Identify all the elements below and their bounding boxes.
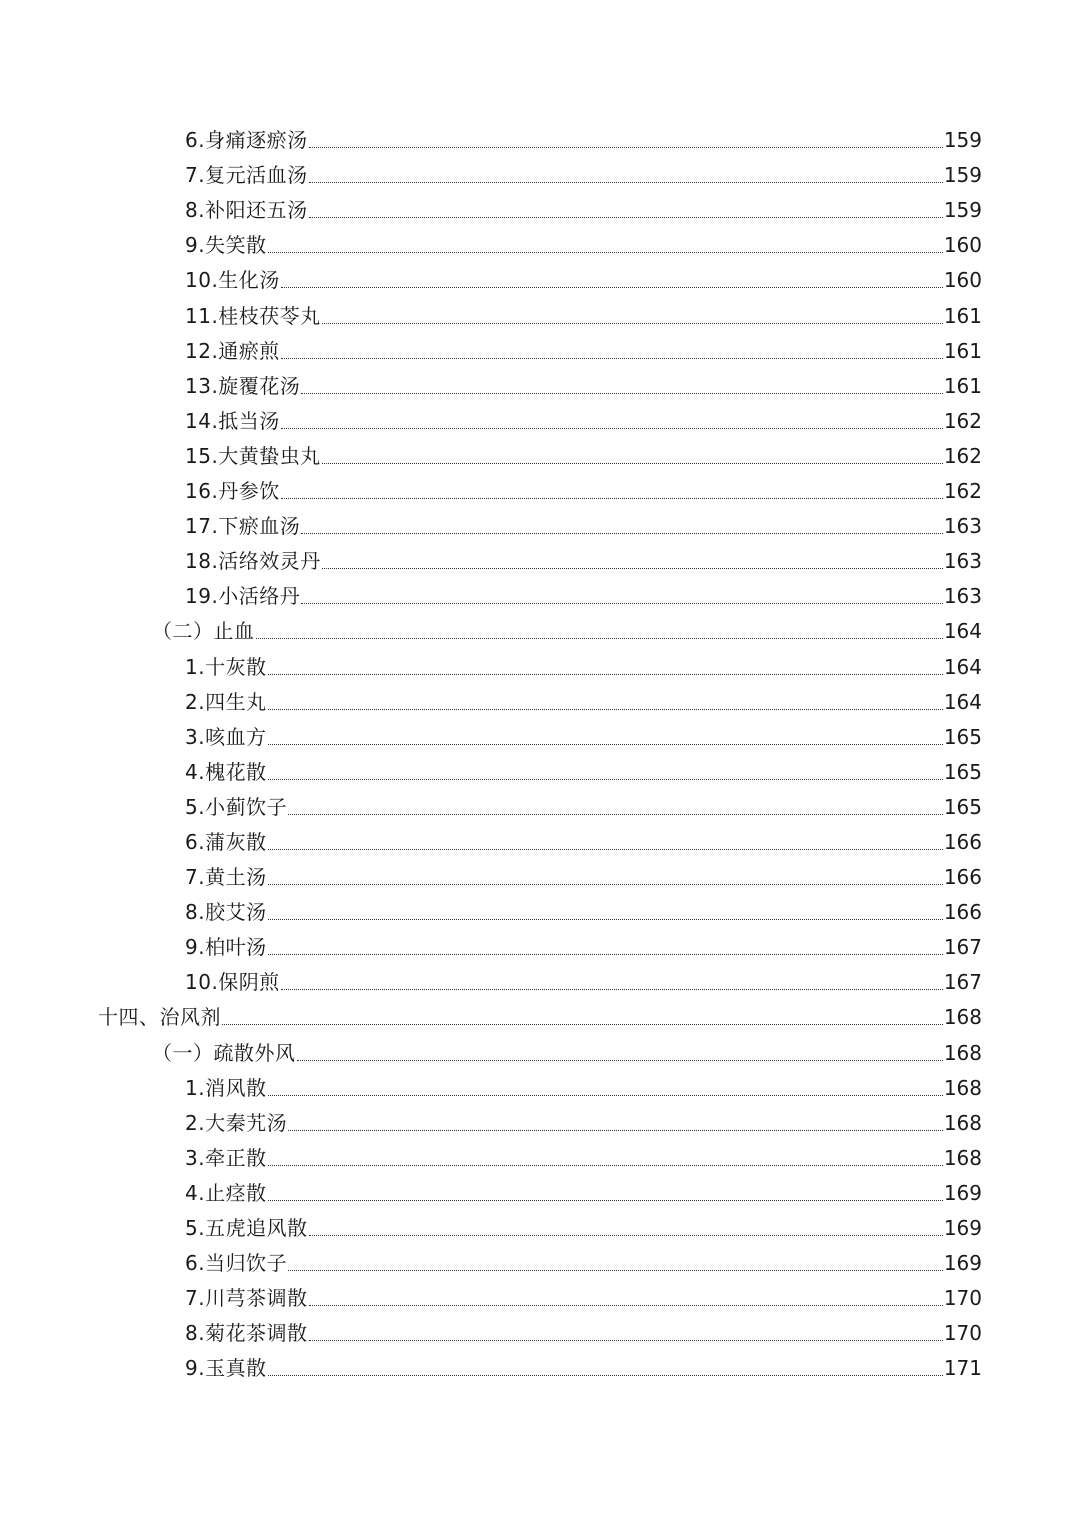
toc-page-number: 163 [943,514,982,539]
dot-leader [322,463,943,464]
dot-leader [281,428,943,429]
dot-leader [268,1200,943,1201]
toc-page-number: 169 [943,1180,982,1205]
toc-page-number: 169 [943,1216,982,1240]
toc-entry[interactable] [0,862,1080,897]
toc-page-number: 166 [943,900,982,925]
toc-page-number: 163 [943,584,982,609]
dot-leader [268,1095,943,1096]
toc-entry[interactable] [0,511,1080,546]
dot-leader [309,147,943,148]
dot-leader [301,603,943,604]
dot-leader [268,954,943,955]
toc-entry-title: 6.蒲灰散 [185,829,267,854]
toc-chapter-entry[interactable] [0,1002,1080,1037]
toc-section-entry[interactable] [0,616,1080,651]
toc-entry-title: 19.小活络丹 [185,584,301,609]
dot-leader [268,674,943,675]
toc-page-number: 164 [943,619,982,644]
toc-section-entry[interactable] [0,1037,1080,1072]
dot-leader [288,1270,943,1271]
toc-entry-title: 9.失笑散 [185,233,267,258]
toc-entry-title: 7.川芎茶调散 [185,1286,308,1311]
toc-entry-title: 3.牵正散 [185,1145,267,1170]
dot-leader [268,744,943,745]
toc-page-number: 162 [943,443,982,468]
dot-leader [309,1305,943,1306]
toc-page-number: 166 [943,829,982,854]
toc-entry-title: 14.抵当汤 [185,408,280,433]
toc-entry[interactable] [0,546,1080,581]
toc-entry[interactable] [0,441,1080,476]
toc-entry-title: 11.桂枝茯苓丸 [185,303,321,328]
dot-leader [301,393,943,394]
toc-entry-title: 13.旋覆花汤 [185,373,301,398]
dot-leader [268,709,943,710]
toc-page-number: 168 [943,1145,982,1170]
toc-entry-title: 18.活络效灵丹 [185,549,321,574]
dot-leader [297,1060,943,1061]
dot-leader [222,1024,943,1025]
dot-leader [309,1235,943,1236]
toc-page-number: 159 [943,128,982,153]
toc-entry[interactable] [0,1248,1080,1283]
toc-page-number: 161 [943,338,982,363]
toc-entry-title: 3.咳血方 [185,724,267,749]
toc-entry[interactable] [0,195,1080,230]
toc-entry-title: 6.当归饮子 [185,1251,288,1276]
toc-entry[interactable] [0,1318,1080,1353]
toc-entry[interactable] [0,792,1080,827]
toc-page-number: 163 [943,549,982,574]
toc-entry[interactable] [0,1073,1080,1108]
table-of-contents [0,125,1080,1388]
toc-entry[interactable] [0,757,1080,792]
dot-leader [309,1340,943,1341]
toc-entry-title: 1.消风散 [185,1075,267,1100]
toc-entry-title: 16.丹参饮 [185,479,280,504]
dot-leader [288,814,943,815]
toc-entry[interactable] [0,722,1080,757]
dot-leader [281,498,943,499]
toc-entry-title: 10.生化汤 [185,268,280,293]
toc-entry[interactable] [0,687,1080,722]
toc-entry[interactable] [0,967,1080,1002]
toc-entry-title: 9.柏叶汤 [185,935,267,960]
toc-entry[interactable] [0,371,1080,406]
dot-leader [268,919,943,920]
toc-entry[interactable] [0,1178,1080,1213]
toc-entry[interactable] [0,1353,1080,1388]
dot-leader [268,252,943,253]
toc-entry[interactable] [0,1283,1080,1318]
toc-entry-title: 5.五虎追风散 [185,1216,308,1240]
toc-entry[interactable] [0,476,1080,511]
toc-page-number: 165 [943,794,982,819]
toc-entry-title: 8.菊花茶调散 [185,1321,308,1346]
toc-entry[interactable] [0,300,1080,335]
toc-entry-title: 4.槐花散 [185,759,267,784]
toc-entry-title: 9.玉真散 [185,1356,267,1381]
toc-page-number: 168 [943,1005,982,1030]
toc-page-number: 165 [943,724,982,749]
toc-entry-title: 2.四生丸 [185,689,267,714]
toc-entry-title: 17.下瘀血汤 [185,514,301,539]
toc-page-number: 170 [943,1286,982,1311]
dot-leader [281,358,943,359]
dot-leader [322,323,943,324]
dot-leader [309,217,943,218]
toc-entry-title: （一）疏散外风 [152,1040,296,1065]
toc-entry-title: 1.十灰散 [185,654,267,679]
dot-leader [322,568,943,569]
dot-leader [301,533,943,534]
toc-entry-title: （二）止血 [152,619,255,644]
dot-leader [268,884,943,885]
dot-leader [281,287,943,288]
toc-entry[interactable] [0,897,1080,932]
toc-entry-title: 5.小蓟饮子 [185,794,288,819]
toc-page-number: 165 [943,759,982,784]
toc-entry-title: 7.黄土汤 [185,865,267,890]
dot-leader [268,849,943,850]
toc-page-number: 170 [943,1321,982,1346]
dot-leader [288,1130,943,1131]
toc-page-number: 168 [943,1075,982,1100]
toc-entry-title: 12.通瘀煎 [185,338,280,363]
dot-leader [309,182,943,183]
toc-entry-title: 8.胶艾汤 [185,900,267,925]
toc-entry-title: 8.补阳还五汤 [185,198,308,223]
toc-page-number: 166 [943,865,982,890]
dot-leader [268,1165,943,1166]
dot-leader [281,989,943,990]
dot-leader [256,638,943,639]
toc-page-number: 167 [943,935,982,960]
toc-entry[interactable] [0,265,1080,300]
toc-page-number: 162 [943,408,982,433]
toc-page-number: 161 [943,373,982,398]
toc-entry[interactable] [0,406,1080,441]
toc-page-number: 164 [943,689,982,714]
toc-entry-title: 6.身痛逐瘀汤 [185,128,308,153]
toc-entry[interactable] [0,336,1080,371]
toc-entry[interactable] [0,1143,1080,1178]
toc-entry[interactable] [0,581,1080,616]
toc-entry-title: 15.大黄蛰虫丸 [185,443,321,468]
toc-page-number: 167 [943,970,982,995]
toc-entry[interactable] [0,651,1080,686]
toc-page-number: 160 [943,268,982,293]
toc-entry-title: 十四、治风剂 [98,1005,221,1030]
toc-entry[interactable] [0,932,1080,967]
dot-leader [268,779,943,780]
toc-page-number: 160 [943,233,982,258]
toc-page-number: 168 [943,1110,982,1135]
toc-entry[interactable] [0,827,1080,862]
toc-page-number: 168 [943,1040,982,1065]
toc-entry-title: 10.保阴煎 [185,970,280,995]
toc-page-number: 159 [943,163,982,188]
toc-entry[interactable] [0,1213,1080,1248]
toc-entry-title: 4.止痉散 [185,1180,267,1205]
toc-entry[interactable] [0,125,1080,160]
toc-entry-title: 2.大秦艽汤 [185,1110,288,1135]
toc-entry[interactable] [0,160,1080,195]
toc-page-number: 171 [943,1356,982,1381]
toc-entry[interactable] [0,1108,1080,1143]
toc-page-number: 161 [943,303,982,328]
toc-page-number: 162 [943,479,982,504]
toc-entry[interactable] [0,230,1080,265]
toc-page-number: 159 [943,198,982,223]
toc-entry-title: 7.复元活血汤 [185,163,308,188]
toc-page-number: 164 [943,654,982,679]
dot-leader [268,1375,943,1376]
toc-page-number: 169 [943,1251,982,1276]
